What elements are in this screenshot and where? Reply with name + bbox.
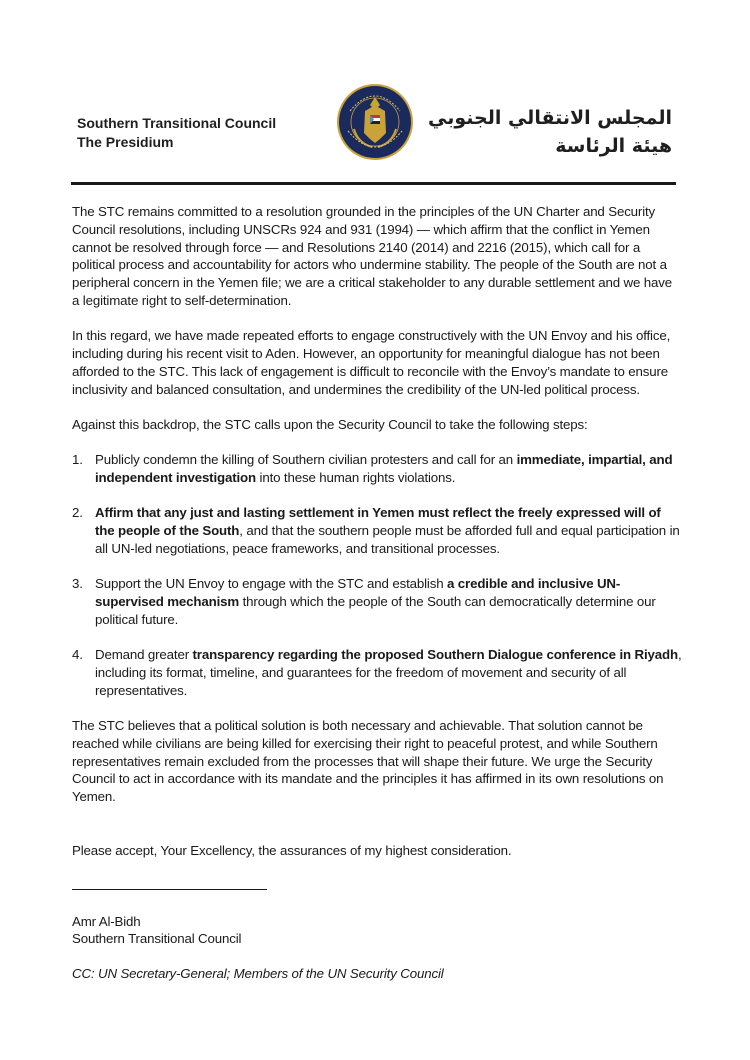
step-number: 3.	[72, 576, 83, 592]
paragraph-resolutions: The STC remains committed to a resolution grounded in the principles of the UN Charter and Security Council resolutions, including UNSCRs 924 and 931 (1994) — which affirm that the conflict in Yemen cannot be resolved through force — and Resolutions 2140 (2014) and 2216 (2015), which call for a political process and accountability for actors who undermine stability. The people of the South are not a peripheral concern in the Yemen file; we are a critical stakeholder to any durable settlement and we have a legitimate right to self-determination.	[72, 204, 672, 308]
step-emphasis: a credible and inclusive UN-supervised mechanism	[95, 576, 621, 610]
closing-line: Please accept, Your Excellency, the assurances of my highest consideration.	[72, 843, 512, 859]
list-item	[72, 646, 682, 699]
step-text: Demand greater	[95, 647, 193, 663]
letter-body	[72, 203, 682, 1001]
step-text: , including its format, timeline, and guarantees for the freedom of movement and security of all representatives.	[95, 647, 682, 698]
steps-list	[72, 451, 682, 699]
step-emphasis: Affirm that any just and lasting settlement in Yemen must reflect the freely expressed will of the people of the South	[95, 505, 661, 539]
step-number: 1.	[72, 452, 83, 468]
step-number: 4.	[72, 647, 83, 663]
step-text: into these human rights violations.	[256, 470, 456, 486]
stc-emblem-icon	[336, 83, 414, 161]
paragraph-engagement: In this regard, we have made repeated efforts to engage constructively with the UN Envoy and his office, including during his recent visit to Aden. However, an opportunity for meaningful dialogue has not been afforded to the STC. This lack of engagement is difficult to reconcile with the Envoy’s mandate to ensure inclusivity and balanced consultation, and undermines the credibility of the UN-led political process.	[72, 328, 671, 397]
list-item	[72, 451, 682, 487]
org-name-en: Southern Transitional Council	[77, 115, 277, 131]
step-text: Support the UN Envoy to engage with the STC and establish	[95, 576, 448, 592]
org-unit-en: The Presidium	[77, 134, 174, 150]
org-unit-ar: هيئة الرئاسة	[555, 135, 672, 157]
step-number: 2.	[72, 505, 83, 521]
signatory-name: Amr Al-Bidh	[72, 913, 141, 929]
signatory-org: Southern Transitional Council	[72, 931, 242, 947]
list-item	[72, 504, 682, 557]
paragraph-conclusion: The STC believes that a political solution is both necessary and achievable. That solution cannot be reached while civilians are being killed for exercising their right to peaceful protest, and while Southern representatives remain excluded from the processes that will shape their future. We urge the Security Council to act in accordance with its mandate and the principles it has affirmed in its own resolutions on Yemen.	[72, 718, 664, 805]
header-divider	[71, 182, 676, 185]
list-item	[72, 575, 682, 628]
step-emphasis: immediate, impartial, and independent investigation	[95, 452, 673, 486]
step-emphasis: transparency regarding the proposed Southern Dialogue conference in Riyadh	[192, 647, 678, 663]
paragraph-steps-intro: Against this backdrop, the STC calls upon the Security Council to take the following steps:	[72, 416, 588, 432]
cc-line: CC: UN Secretary-General; Members of the UN Security Council	[72, 966, 444, 982]
signature-line	[72, 877, 682, 895]
step-text: , and that the southern people must be afforded full and equal participation in all UN-led negotiations, peace frameworks, and transitional processes.	[95, 523, 680, 556]
step-text: Publicly condemn the killing of Southern civilian protesters and call for an	[95, 452, 517, 468]
step-text: through which the people of the South can democratically determine our political future.	[95, 594, 656, 627]
letterhead-english	[77, 114, 276, 152]
org-name-ar: المجلس الانتقالي الجنوبي	[427, 107, 672, 129]
letterhead-arabic	[428, 104, 672, 160]
